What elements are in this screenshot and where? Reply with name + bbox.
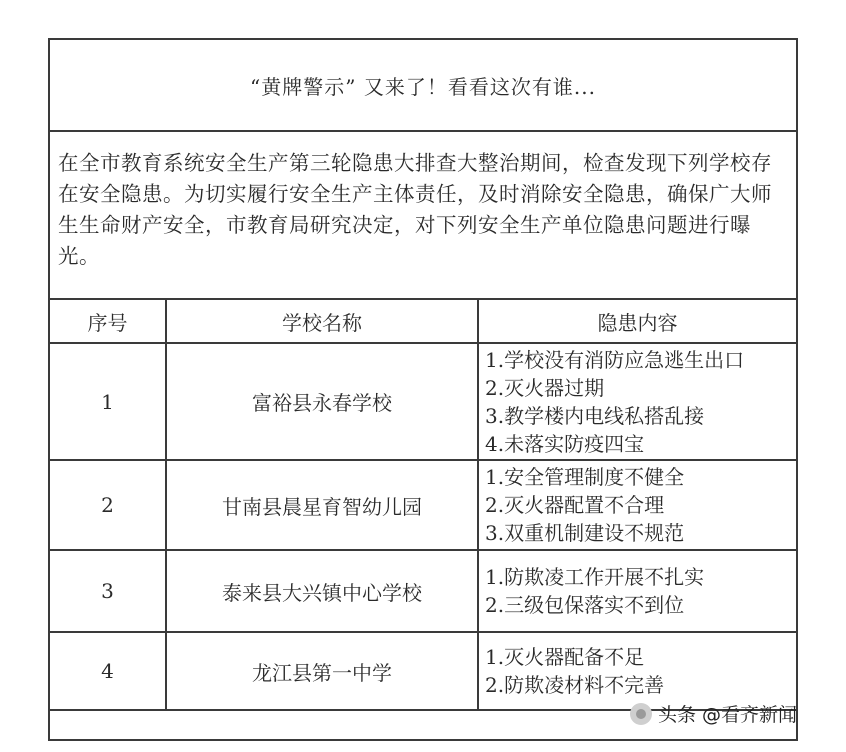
table-row xyxy=(50,460,796,550)
row-no: 1 xyxy=(50,343,166,460)
issue-item: 2.灭火器配置不合理 xyxy=(485,493,665,517)
table-row xyxy=(50,632,796,710)
issue-item: 2.三级包保落实不到位 xyxy=(485,593,685,617)
header-school-name: 学校名称 xyxy=(166,300,478,343)
row-school-name: 龙江县第一中学 xyxy=(166,632,478,710)
row-issues xyxy=(478,550,796,632)
issue-item: 4.未落实防疫四宝 xyxy=(485,431,645,456)
issue-item: 2.灭火器过期 xyxy=(485,375,605,400)
issue-item: 1.灭火器配备不足 xyxy=(485,645,645,669)
row-issues xyxy=(478,632,796,710)
row-school-name: 甘南县晨星育智幼儿园 xyxy=(166,460,478,550)
header-issues: 隐患内容 xyxy=(478,300,796,343)
source-logo-icon xyxy=(630,703,652,725)
issue-item: 2.防欺凌材料不完善 xyxy=(485,673,665,697)
notice-title: “黄牌警示” 又来了！看看这次有谁... xyxy=(50,40,796,132)
issue-item: 1.学校没有消防应急逃生出口 xyxy=(485,347,745,372)
row-school-name: 泰来县大兴镇中心学校 xyxy=(166,550,478,632)
row-no: 2 xyxy=(50,460,166,550)
issue-item: 1.防欺凌工作开展不扎实 xyxy=(485,565,705,589)
issue-item: 1.安全管理制度不健全 xyxy=(485,465,685,489)
source-watermark xyxy=(630,700,797,727)
row-issues xyxy=(478,460,796,550)
notice-sheet xyxy=(48,38,798,741)
header-no: 序号 xyxy=(50,300,166,343)
notice-intro: 在全市教育系统安全生产第三轮隐患大排查大整治期间，检查发现下列学校存在安全隐患。为切实履行安全生产主体责任，及时消除安全隐患，确保广大师生生命财产安全，市教育局研究决定，对下列安全生产单位隐患问题进行曝光。 xyxy=(50,130,796,300)
table-header-row xyxy=(50,300,796,343)
issue-item: 3.教学楼内电线私搭乱接 xyxy=(485,403,705,428)
row-no: 4 xyxy=(50,632,166,710)
row-no: 3 xyxy=(50,550,166,632)
table-row xyxy=(50,343,796,460)
row-issues xyxy=(478,343,796,460)
table-row xyxy=(50,550,796,632)
issue-item: 3.双重机制建设不规范 xyxy=(485,521,685,545)
hazard-table xyxy=(50,300,796,711)
watermark-text: 头条 @看齐新闻 xyxy=(658,704,798,726)
row-school-name: 富裕县永春学校 xyxy=(166,343,478,460)
